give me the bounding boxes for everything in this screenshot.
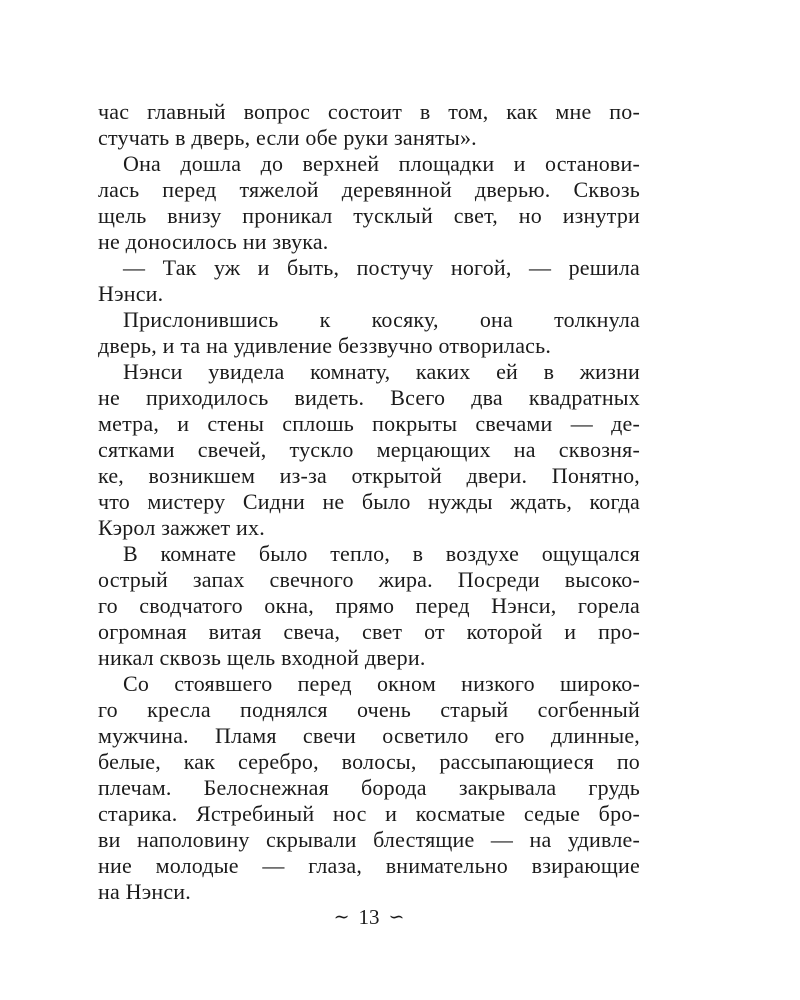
text-line: сятками свечей, тускло мерцающих на сквозня- — [98, 437, 640, 462]
text-line: В комнате было тепло, в воздухе ощущался — [123, 541, 640, 566]
text-line: ке, возникшем из-за открытой двери. Понятно, — [98, 463, 640, 488]
text-line: никал сквозь щель входной двери. — [98, 645, 426, 670]
text-block — [98, 99, 640, 905]
page-footer — [98, 904, 640, 932]
text-line: Нэнси. — [98, 281, 164, 306]
text-line: белые, как серебро, волосы, рассыпающиеся по — [98, 749, 640, 774]
text-line: лась перед тяжелой деревянной дверью. Сквозь — [98, 177, 640, 202]
paragraph — [98, 307, 640, 359]
text-line: метра, и стены сплошь покрыты свечами — де- — [98, 411, 640, 436]
text-line: мужчина. Пламя свечи осветило его длинные, — [98, 723, 640, 748]
paragraph — [98, 151, 640, 255]
text-line: острый запах свечного жира. Посреди высоко- — [98, 567, 640, 592]
page-number: 13 — [358, 905, 380, 929]
text-line: час главный вопрос состоит в том, как мне по- — [98, 99, 640, 124]
text-line: стучать в дверь, если обе руки заняты». — [98, 125, 477, 150]
paragraph — [98, 99, 640, 151]
text-line: не приходилось видеть. Всего два квадратных — [98, 385, 640, 410]
text-line: Со стоявшего перед окном низкого широко- — [123, 671, 640, 696]
text-line: не доносилось ни звука. — [98, 229, 329, 254]
text-line: Она дошла до верхней площадки и останови- — [123, 151, 640, 176]
paragraph — [98, 671, 640, 905]
text-line: что мистеру Сидни не было нужды ждать, когда — [98, 489, 640, 514]
paragraph — [98, 541, 640, 671]
text-line: Нэнси увидела комнату, каких ей в жизни — [123, 359, 640, 384]
text-line: — Так уж и быть, постучу ногой, — решила — [123, 255, 640, 280]
text-line: го кресла поднялся очень старый согбенный — [98, 697, 640, 722]
text-line: плечам. Белоснежная борода закрывала грудь — [98, 775, 640, 800]
footer-ornament-left-icon: ∼ — [333, 907, 350, 928]
text-line: дверь, и та на удивление беззвучно отворилась. — [98, 333, 552, 358]
text-line: Прислонившись к косяку, она толкнула — [123, 307, 640, 332]
text-line: Кэрол зажжет их. — [98, 515, 265, 540]
text-line: ви наполовину скрывали блестящие — на удивле- — [98, 827, 640, 852]
paragraph — [98, 359, 640, 541]
footer-ornament-right-icon: ∽ — [388, 907, 405, 928]
text-line: го сводчатого окна, прямо перед Нэнси, горела — [98, 593, 640, 618]
paragraph — [98, 255, 640, 307]
text-line: старика. Ястребиный нос и косматые седые бро- — [98, 801, 640, 826]
text-line: ние молодые — глаза, внимательно взирающие — [98, 853, 640, 878]
text-line: на Нэнси. — [98, 879, 191, 904]
text-line: щель внизу проникал тусклый свет, но изнутри — [98, 203, 640, 228]
text-line: огромная витая свеча, свет от которой и про- — [98, 619, 640, 644]
